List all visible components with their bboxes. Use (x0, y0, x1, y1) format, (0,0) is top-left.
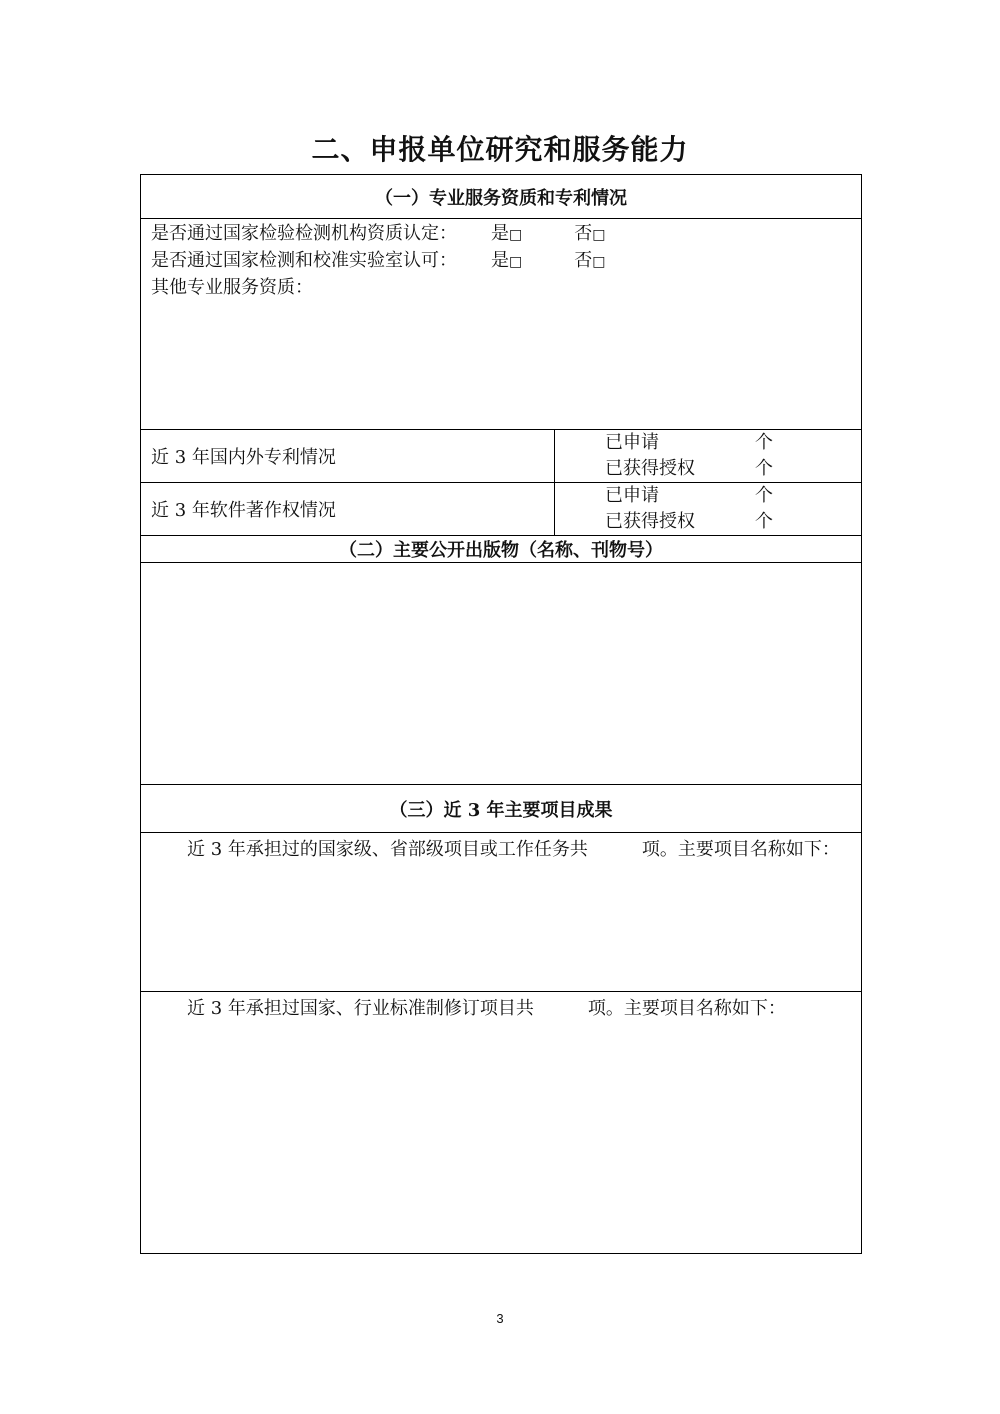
yes-option-1: 是 (491, 223, 509, 244)
section2-header: （二）主要公开出版物（名称、刊物号） (141, 536, 862, 563)
no-option-1: 否 (574, 223, 593, 244)
qualification-row-2 (151, 248, 851, 275)
software-copyright-counts (555, 483, 862, 536)
capability-form-table (140, 174, 862, 1254)
software-granted-label: 已获得授权 (605, 511, 695, 532)
patent-counts (555, 430, 862, 483)
patent-granted-label: 已获得授权 (605, 458, 695, 479)
qualification-row-1 (151, 221, 851, 248)
national-projects-text (151, 835, 851, 863)
software-applied-label: 已申请 (605, 485, 659, 506)
other-qualification-label: 其他专业服务资质： (151, 277, 313, 298)
yes-option-2: 是 (491, 250, 509, 271)
page-title: 二、申报单位研究和服务能力 (311, 133, 689, 166)
standards-projects-cell[interactable] (141, 992, 862, 1254)
national-projects-cell[interactable] (141, 833, 862, 992)
no-option-2: 否 (574, 250, 593, 271)
yes-checkbox-1[interactable]: □ (509, 227, 523, 243)
no-checkbox-2[interactable]: □ (592, 254, 606, 270)
patent-applied-label: 已申请 (605, 432, 659, 453)
patent-applied-unit: 个 (755, 432, 773, 453)
software-granted-unit: 个 (755, 511, 773, 532)
section1-header: （一）专业服务资质和专利情况 (141, 175, 862, 219)
standards-projects-text-b: 项。主要项目名称如下： (587, 998, 786, 1019)
software-applied-unit: 个 (755, 485, 773, 506)
national-projects-text-a: 近 3 年承担过的国家级、省部级项目或工作任务共 (187, 839, 588, 860)
patent-granted-unit: 个 (755, 458, 773, 479)
national-projects-text-b: 项。主要项目名称如下： (641, 839, 840, 860)
patent-label: 近 3 年国内外专利情况 (141, 430, 555, 483)
standards-projects-text (151, 994, 851, 1022)
qualification-question-1: 是否通过国家检验检测机构资质认定： (151, 223, 457, 244)
yes-checkbox-2[interactable]: □ (509, 254, 523, 270)
qualification-cell (141, 219, 862, 430)
page-number: 3 (496, 1311, 504, 1326)
no-checkbox-1[interactable]: □ (592, 227, 606, 243)
section3-header: （三）近 3 年主要项目成果 (141, 785, 862, 833)
qualification-question-2: 是否通过国家检测和校准实验室认可： (151, 250, 457, 271)
software-copyright-label: 近 3 年软件著作权情况 (141, 483, 555, 536)
standards-projects-text-a: 近 3 年承担过国家、行业标准制修订项目共 (187, 998, 534, 1019)
publications-area[interactable] (141, 563, 862, 785)
